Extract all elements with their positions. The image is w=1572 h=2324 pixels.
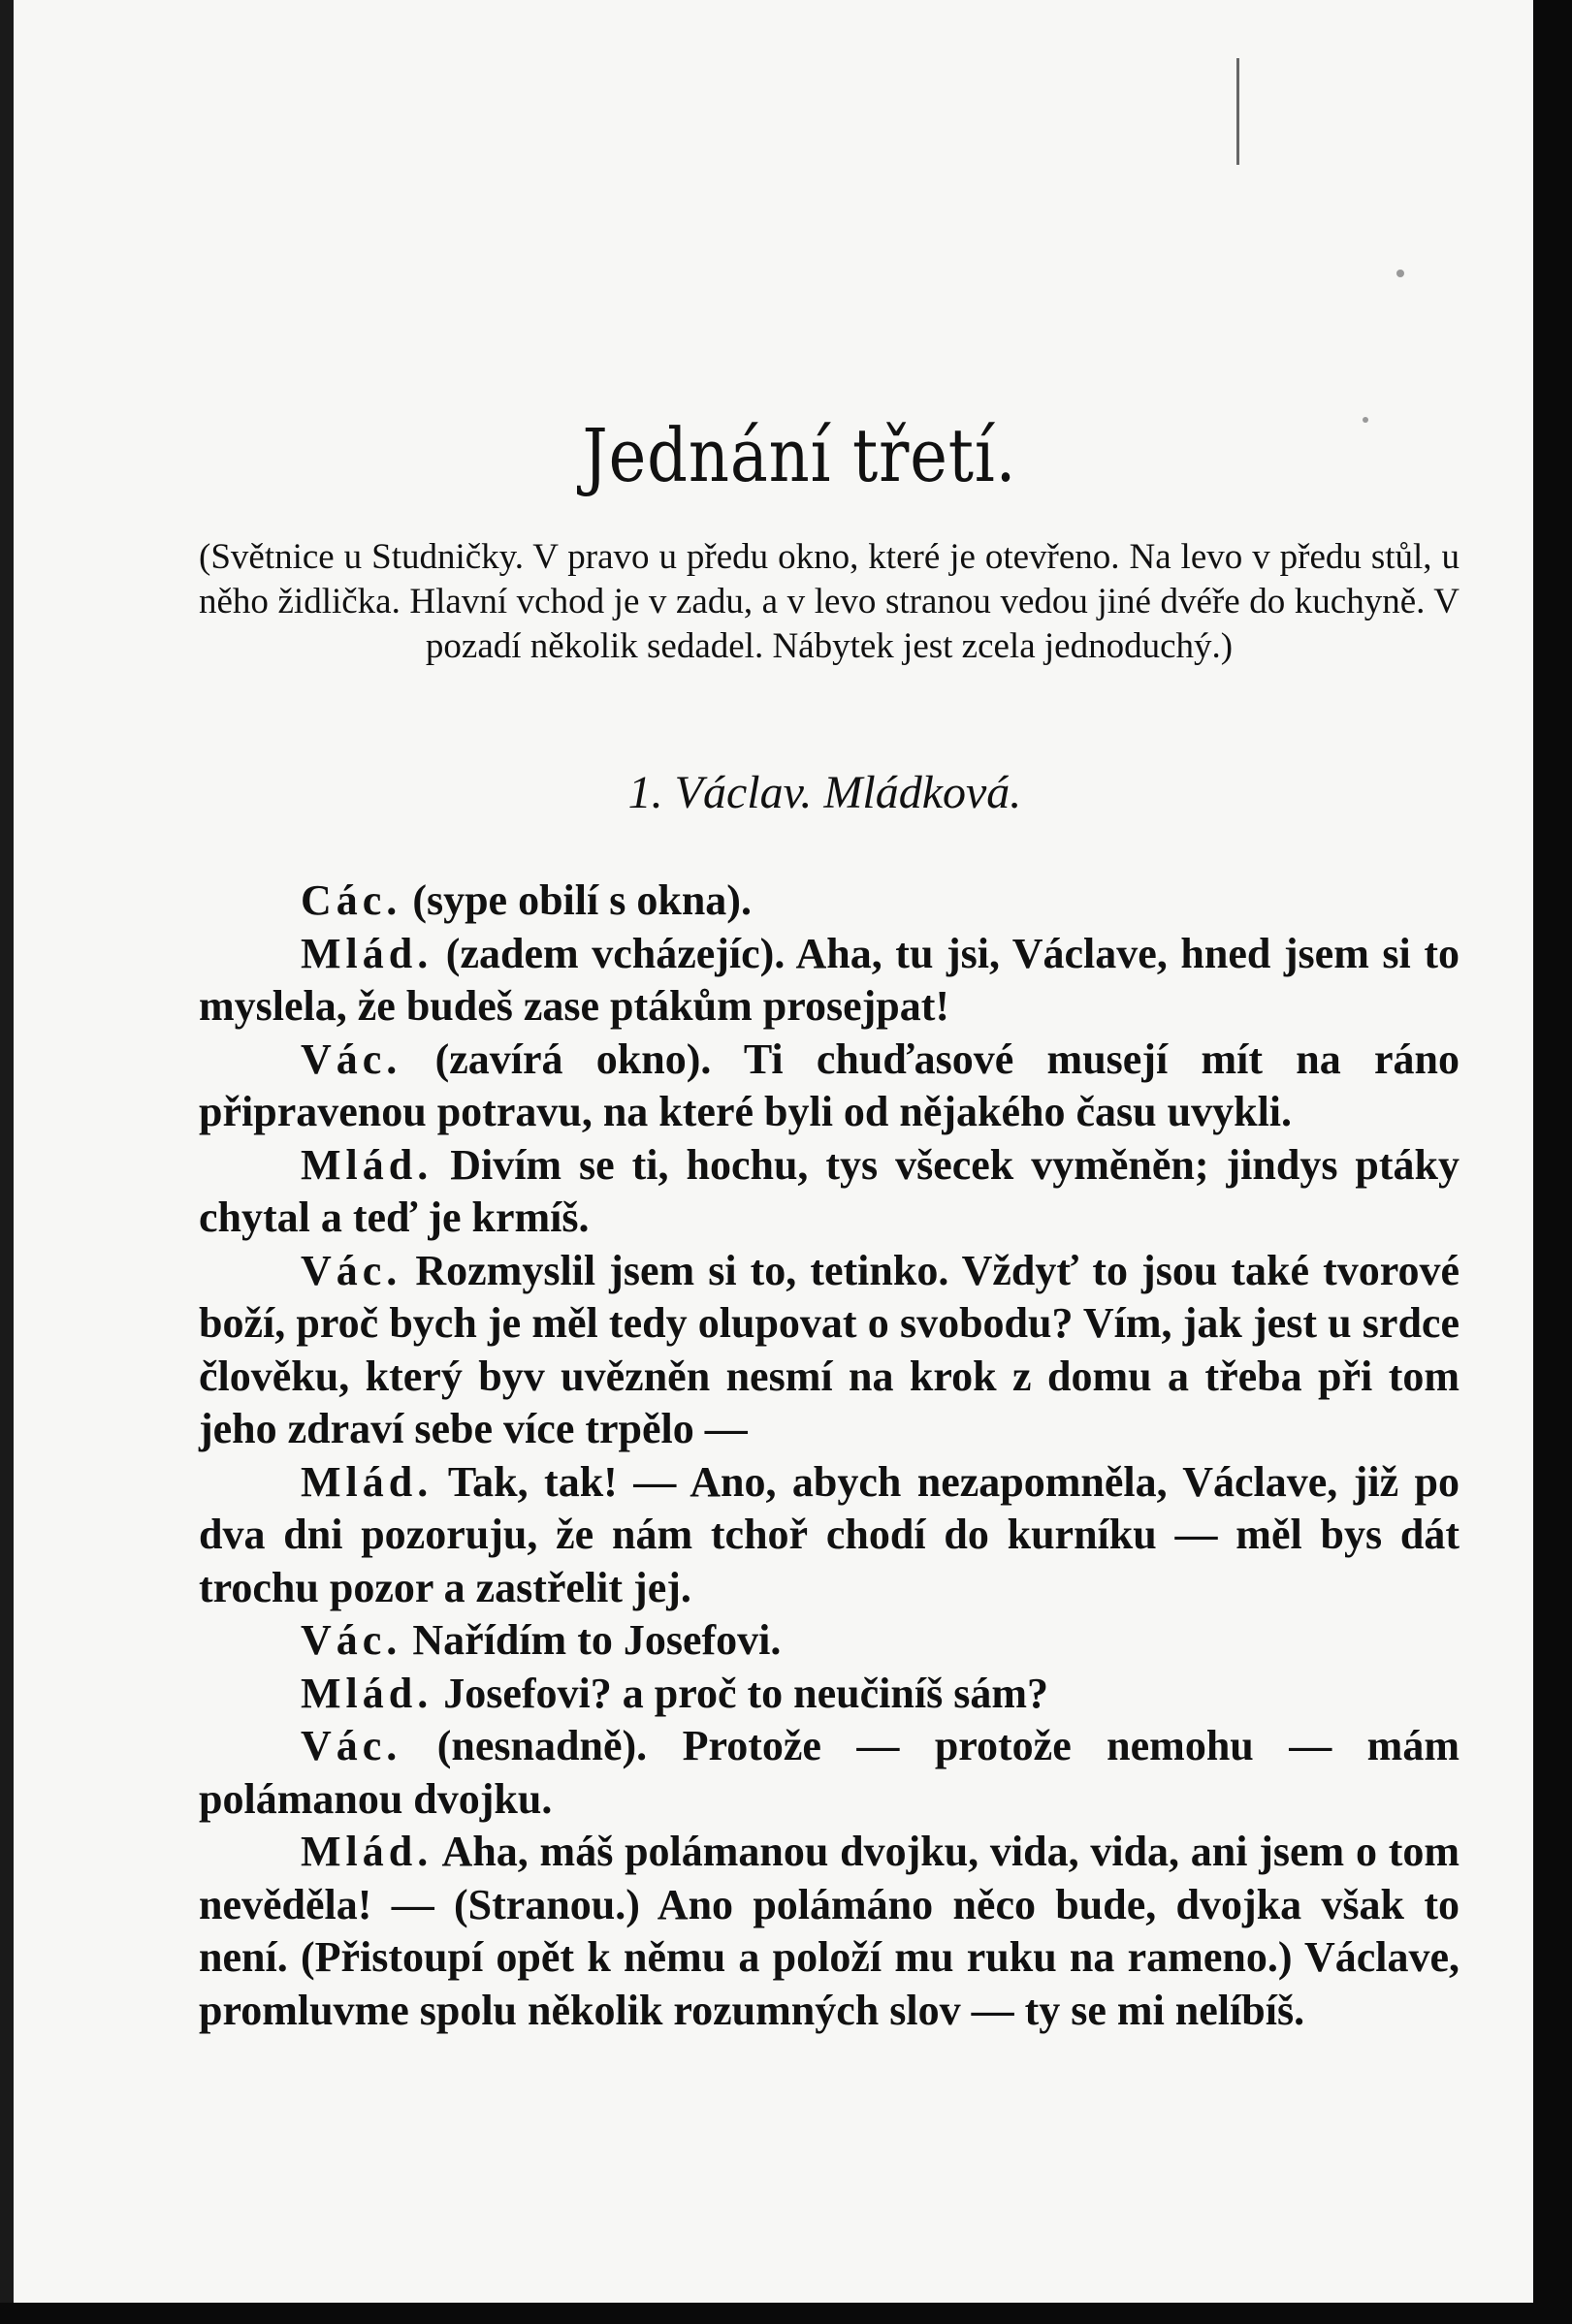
dialogue-block — [199, 875, 1460, 2037]
speaker-name: Mlád. — [301, 1140, 433, 1189]
scene-heading: 1. Václav. Mládková. — [627, 767, 1022, 818]
line-text: Divím se ti, hochu, tys všecek vyměněn; jindys ptáky chytal a teď je krmíš. — [199, 1140, 1460, 1241]
scan-speck — [1396, 270, 1404, 277]
speaker-name: Vác. — [301, 1722, 402, 1769]
speaker-name: Mlád. — [301, 1828, 433, 1875]
line-text: (nesnadně). Protože — protože nemohu — mám polámanou dvojku. — [199, 1722, 1460, 1823]
dialogue-line — [199, 1720, 1460, 1826]
line-text: Tak, tak! — Ano, abych nezapomněla, Václave, již po dva dni pozoruju, že nám tchoř chodí do kurníku — měl bys dát trochu pozor a zastřelit jej. — [199, 1457, 1460, 1611]
speaker-name: Vác. — [301, 1616, 402, 1664]
dialogue-line — [199, 875, 1460, 928]
dialogue-line — [199, 1456, 1460, 1615]
speaker-name: Mlád. — [301, 929, 433, 977]
line-text: (zavírá okno). Ti chuďasové musejí mít na ráno připravenou potravu, na které byli od nějakého času uvykli. — [199, 1035, 1460, 1135]
speaker-name: Các. — [301, 876, 402, 924]
speaker-name: Vác. — [301, 1035, 402, 1083]
dialogue-line — [199, 1668, 1460, 1721]
line-text: Nařídím to Josefovi. — [401, 1616, 782, 1664]
scan-edge-left — [0, 0, 14, 2324]
dialogue-line — [199, 928, 1460, 1034]
dialogue-line — [199, 1826, 1460, 2037]
line-text: Aha, máš polámanou dvojku, vida, vida, ani jsem o tom nevěděla! — (Stranou.) Ano polámáno něco bude, dvojka však to není. (Přistoupí opět k němu a položí mu ruku na rameno.) Václave, promluvme spolu několik rozumných slov — ty se mi nelíbíš. — [199, 1828, 1460, 2034]
stage-direction: (Světnice u Studničky. V pravo u předu okno, které je otevřeno. Na levo v předu stůl, u něho židlička. Hlavní vchod je v zadu, a v levo stranou vedou jiné dvéře do kuchyně. V pozadí několik sedadel. Nábytek jest zcela jednoduchý.) — [199, 537, 1460, 666]
scan-edge-bottom — [0, 2303, 1572, 2324]
speaker-name: Mlád. — [301, 1669, 433, 1717]
dialogue-line — [199, 1245, 1460, 1456]
line-text: (sype obilí s okna). — [401, 876, 752, 924]
line-text: Josefovi? a proč to neučiníš sám? — [433, 1669, 1048, 1717]
scan-line — [1236, 58, 1239, 165]
speaker-name: Mlád. — [301, 1457, 433, 1506]
line-text: Rozmyslil jsem si to, tetinko. Vždyť to jsou také tvorové boží, proč bych je měl tedy olupovat o svobodu? Vím, jak jest u srdce člověku, který byv uvězněn nesmí na krok z domu a třeba při tom jeho zdraví sebe více trpělo — — [199, 1246, 1460, 1452]
line-text: (zadem vcházejíc). Aha, tu jsi, Václave, hned jsem si to myslela, že budeš zase ptákům prosejpat! — [199, 929, 1460, 1030]
speaker-name: Vác. — [301, 1246, 402, 1294]
dialogue-line — [199, 1614, 1460, 1668]
dialogue-line — [199, 1139, 1460, 1245]
scan-edge-right — [1533, 0, 1572, 2324]
dialogue-line — [199, 1034, 1460, 1139]
act-title: Jednání třetí. — [582, 412, 1017, 498]
